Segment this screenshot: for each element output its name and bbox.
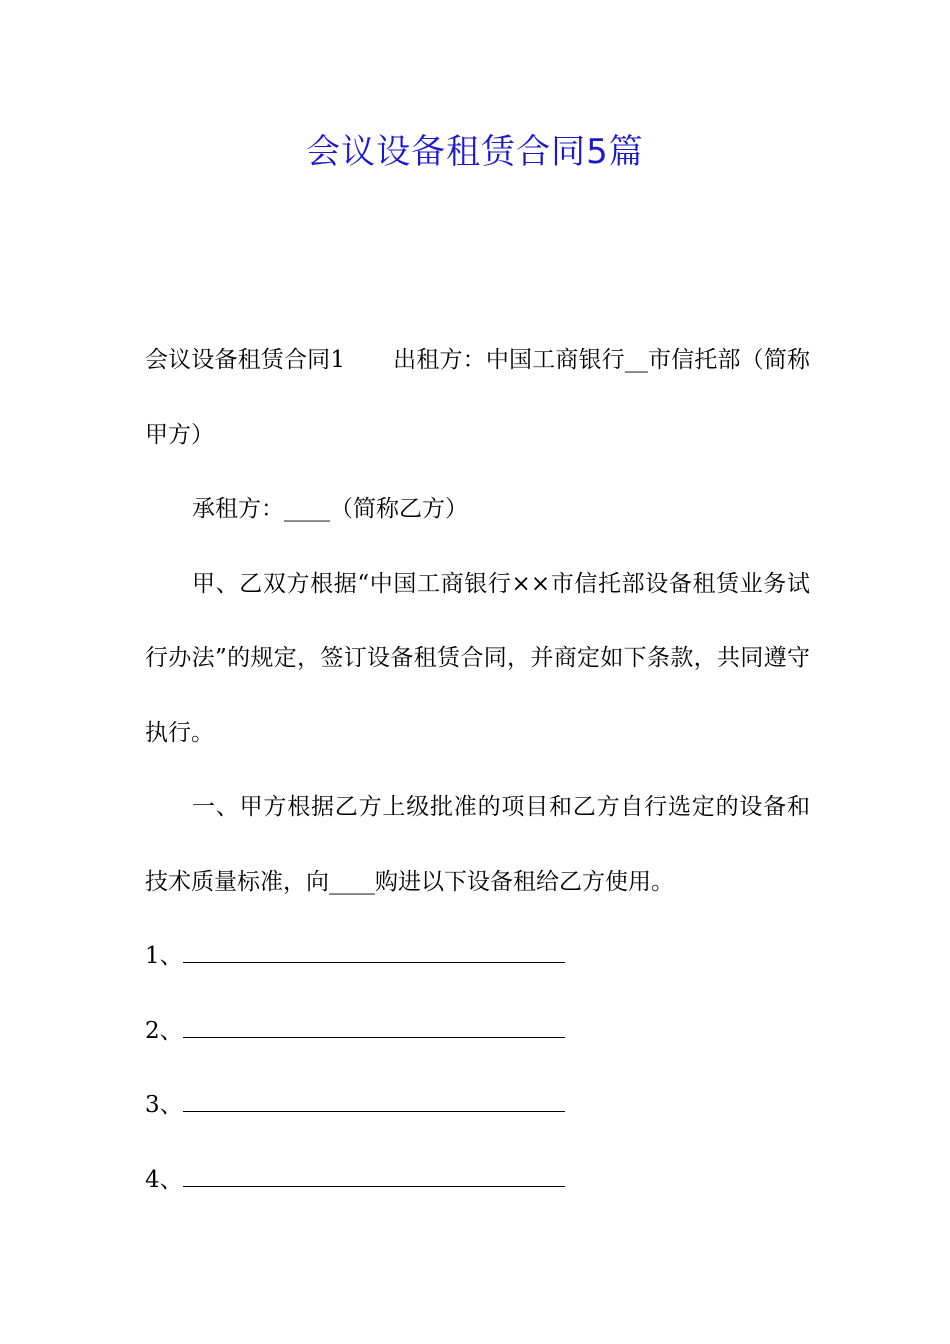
- contract-heading: 会议设备租赁合同1: [145, 347, 345, 373]
- item-label: 4、: [145, 1166, 183, 1193]
- lessee-paragraph: 承租方：____（简称乙方）: [192, 496, 468, 522]
- fill-in-line: [183, 942, 565, 963]
- equipment-item-3: [145, 1068, 810, 1143]
- equipment-item-2: [145, 994, 810, 1069]
- fill-in-line: [183, 1166, 565, 1187]
- fill-in-line: [183, 1091, 565, 1112]
- intro-paragraph: [145, 323, 810, 472]
- equipment-item-4: [145, 1143, 810, 1218]
- document-body: [145, 323, 810, 1217]
- equipment-item-1: [145, 919, 810, 994]
- item-label: 2、: [145, 1017, 183, 1044]
- lessor-text: 出租方：中国工商银行__市信托部（简称甲方）: [145, 347, 811, 448]
- preamble-paragraph: 甲、乙双方根据“中国工商银行××市信托部设备租赁业务试行办法”的规定，签订设备租赁合同，并商定如下条款，共同遵守执行。: [145, 570, 810, 746]
- clause-1-paragraph: 一、甲方根据乙方上级批准的项目和乙方自行选定的设备和技术质量标准，向____购进以下设备租给乙方使用。: [145, 794, 810, 895]
- document-title: 会议设备租赁合同5篇: [306, 132, 644, 172]
- item-label: 1、: [145, 943, 183, 969]
- fill-in-line: [183, 1017, 565, 1038]
- item-label: 3、: [145, 1092, 183, 1118]
